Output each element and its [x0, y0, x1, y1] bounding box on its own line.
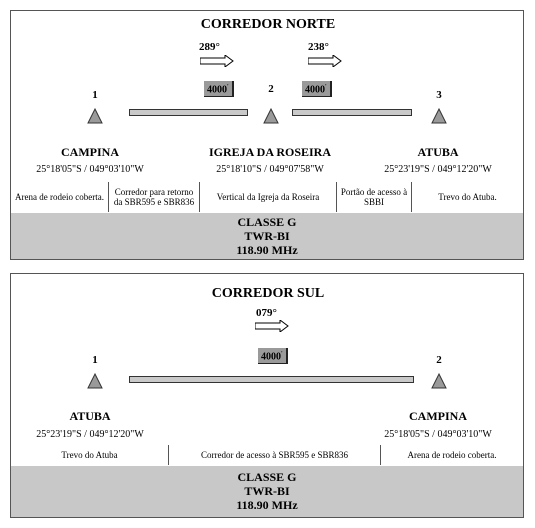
airspace-class: CLASSE G: [237, 215, 297, 229]
corredor-norte-panel: [10, 10, 524, 260]
point-3-number: 3: [436, 89, 442, 101]
reference-cell: Arena de rodeio coberta.: [407, 450, 497, 460]
point-1-name: CAMPINA: [61, 145, 119, 159]
leg-1-direction-arrow-icon: [255, 320, 289, 332]
leg-2-route-bar: [292, 109, 412, 116]
leg-1-altitude: 4000: [261, 351, 281, 363]
tower-name: TWR-BI: [244, 484, 290, 498]
airspace-class: CLASSE G: [237, 470, 297, 484]
corredor-sul-panel: [10, 273, 524, 518]
point-1-number: 1: [92, 89, 98, 101]
point-3-coordinates: 25°23'19"S / 049°12'20"W: [384, 164, 492, 175]
reference-row: [11, 445, 523, 465]
point-2-triangle-icon: [431, 373, 447, 389]
leg-2-altitude-box: [302, 81, 332, 97]
leg-2-altitude: 4000: [305, 84, 325, 96]
leg-1-heading: 079°: [256, 307, 277, 319]
point-2-name: IGREJA DA ROSEIRA: [208, 145, 332, 159]
leg-1-altitude: 4000: [207, 84, 227, 96]
corredor-sul-title: CORREDOR SUL: [211, 286, 325, 301]
leg-1-altitude-box: [258, 348, 288, 364]
airspace-class-box: [11, 213, 523, 259]
reference-cell: Trevo do Atuba: [11, 445, 169, 465]
point-2-name: CAMPINA: [409, 409, 467, 423]
reference-cell: Corredor para retorno da SBR595 e SBR836: [109, 182, 200, 212]
reference-cell: Arena de rodeio coberta.: [11, 182, 109, 212]
leg-2-altitude-unit: ': [325, 84, 327, 90]
reference-cell: Vertical da Igreja da Roseira: [200, 182, 337, 212]
point-2-triangle-icon: [263, 108, 279, 124]
leg-2-direction-arrow-icon: [308, 55, 342, 67]
point-2-coordinates: 25°18'05"S / 049°03'10"W: [384, 429, 492, 440]
point-1-coordinates: 25°18'05"S / 049°03'10"W: [36, 164, 144, 175]
leg-1-altitude-unit: ': [281, 351, 283, 357]
tower-frequency: 118.90 MHz: [236, 243, 298, 257]
point-1-number: 1: [92, 354, 98, 366]
reference-cell: Portão de acesso à SBBI: [337, 182, 412, 212]
leg-1-direction-arrow-icon: [200, 55, 234, 67]
point-1-triangle-icon: [87, 108, 103, 124]
point-2-number: 2: [268, 83, 274, 95]
point-3-name: ATUBA: [417, 145, 459, 159]
point-2-coordinates: 25°18'10"S / 049°07'58"W: [216, 164, 324, 175]
leg-1-heading: 289°: [199, 41, 220, 53]
leg-1-altitude-unit: ': [227, 84, 229, 90]
point-1-coordinates: 25°23'19"S / 049°12'20"W: [36, 429, 144, 440]
leg-1-altitude-box: [204, 81, 234, 97]
tower-name: TWR-BI: [244, 229, 290, 243]
reference-row: [11, 182, 523, 212]
point-2-number: 2: [436, 354, 442, 366]
point-1-name: ATUBA: [69, 409, 111, 423]
reference-cell: Corredor de acesso à SBR595 e SBR836: [169, 445, 381, 465]
leg-1-route-bar: [129, 109, 248, 116]
point-3-triangle-icon: [431, 108, 447, 124]
leg-2-heading: 238°: [308, 41, 329, 53]
point-1-triangle-icon: [87, 373, 103, 389]
tower-frequency: 118.90 MHz: [236, 498, 298, 512]
reference-cell: Trevo do Atuba.: [438, 192, 497, 202]
airspace-class-box: [11, 466, 523, 517]
leg-1-route-bar: [129, 376, 414, 383]
corredor-norte-title: CORREDOR NORTE: [200, 17, 336, 32]
